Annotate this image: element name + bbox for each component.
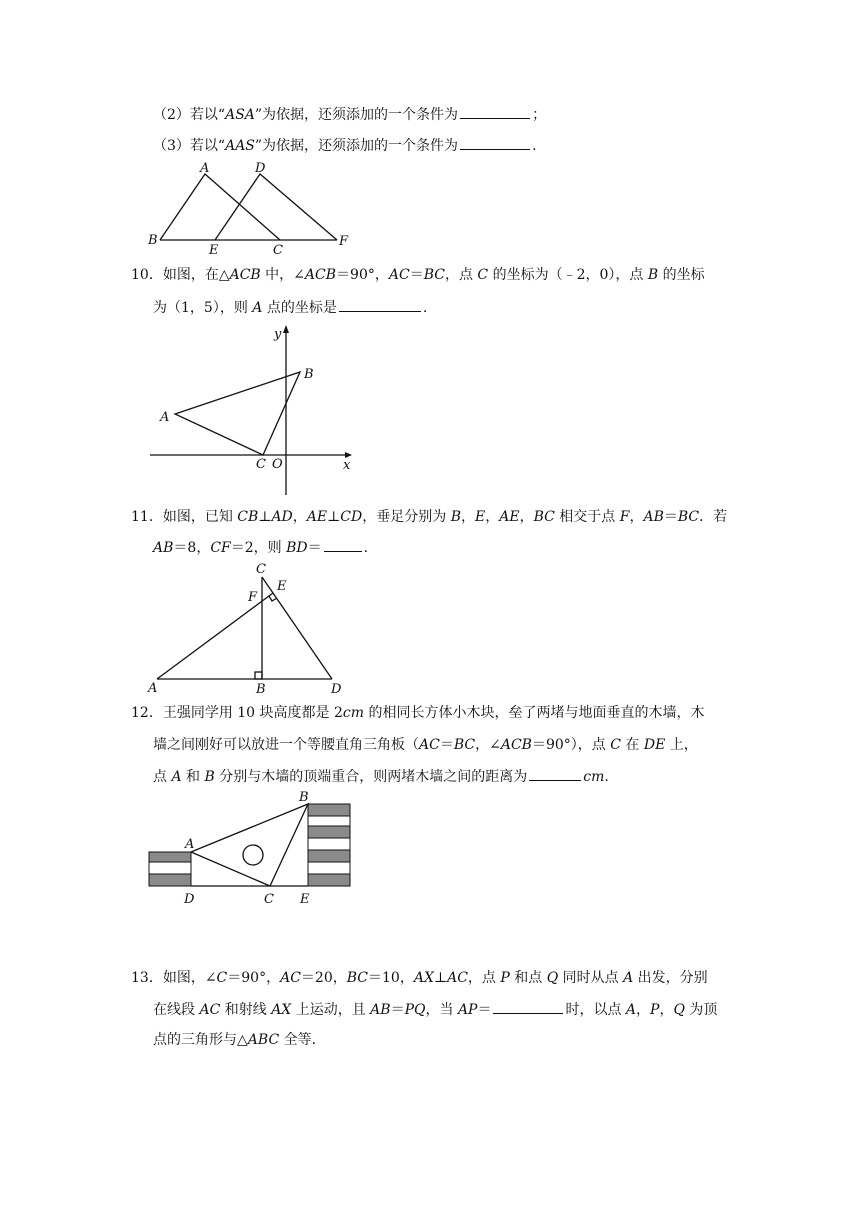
label-e: E: [277, 579, 287, 594]
q9-line-2: （2）若以“ASA”为依据，还须添加的一个条件为 ；: [153, 104, 546, 125]
label-b: B: [256, 682, 266, 697]
q9-label-e: E: [209, 243, 219, 258]
q12-line-2: 墙之间刚好可以放进一个等腰直角三角板（AC＝BC，∠ACB＝90°），点 C 在 DE 上，: [153, 737, 698, 753]
label-d: D: [331, 682, 342, 697]
label-c: C: [256, 562, 266, 577]
q11-line-2: AB＝8，CF＝2，则 BD＝ .: [153, 537, 368, 558]
q12-line-1: 12．王强同学用 10 块高度都是 2cm 的相同长方体小木块，垒了两堵与地面垂直的木墙，木: [131, 705, 705, 721]
q9-line-3: （3）若以“AAS”为依据，还须添加的一个条件为 .: [153, 135, 537, 156]
q13-line-2: 在线段 AC 和射线 AX 上运动，且 AB＝PQ，当 AP＝ 时，以点 A，P，Q 为顶: [153, 999, 717, 1020]
q10-line-2: 为（1，5），则 A 点的坐标是 .: [153, 297, 427, 318]
label-a: A: [160, 410, 170, 425]
label-x: x: [343, 458, 351, 473]
label-b: B: [299, 790, 309, 805]
label-c: C: [264, 892, 274, 907]
label-y: y: [274, 327, 282, 342]
q9-label-b: B: [148, 233, 158, 248]
q12-line-3: 点 A 和 B 分别与木墙的顶端重合，则两堵木墙之间的距离为 cm.: [153, 766, 609, 787]
label-a: A: [148, 681, 158, 696]
label-a: A: [185, 837, 195, 852]
label-c: C: [256, 457, 266, 472]
q9-label-d: D: [255, 161, 266, 176]
set-square-hole: [243, 845, 263, 865]
q11-line-1: 11．如图，已知 CB⊥AD，AE⊥CD，垂足分别为 B，E，AE，BC 相交于点 F，AB＝BC．若: [131, 509, 728, 525]
q9-label-f: F: [339, 234, 349, 249]
label-d: D: [184, 892, 195, 907]
q13-line-1: 13．如图，∠C＝90°，AC＝20，BC＝10，AX⊥AC，点 P 和点 Q 同时从点 A 出发，分别: [131, 970, 708, 986]
label-o: O: [272, 457, 283, 472]
label-f: F: [248, 590, 258, 605]
left-wooden-wall: [149, 852, 191, 886]
label-b: B: [304, 367, 314, 382]
q9-label-a: A: [200, 161, 210, 176]
right-wooden-wall: [308, 804, 350, 886]
label-e: E: [300, 892, 310, 907]
q9-label-c: C: [273, 243, 283, 258]
answer-blank[interactable]: [493, 999, 563, 1014]
q13-line-3: 点的三角形与△ABC 全等．: [153, 1032, 326, 1048]
q10-line-1: 10．如图，在△ACB 中，∠ACB＝90°，AC＝BC，点 C 的坐标为（﹣2，0），点 B 的坐标: [131, 267, 705, 283]
